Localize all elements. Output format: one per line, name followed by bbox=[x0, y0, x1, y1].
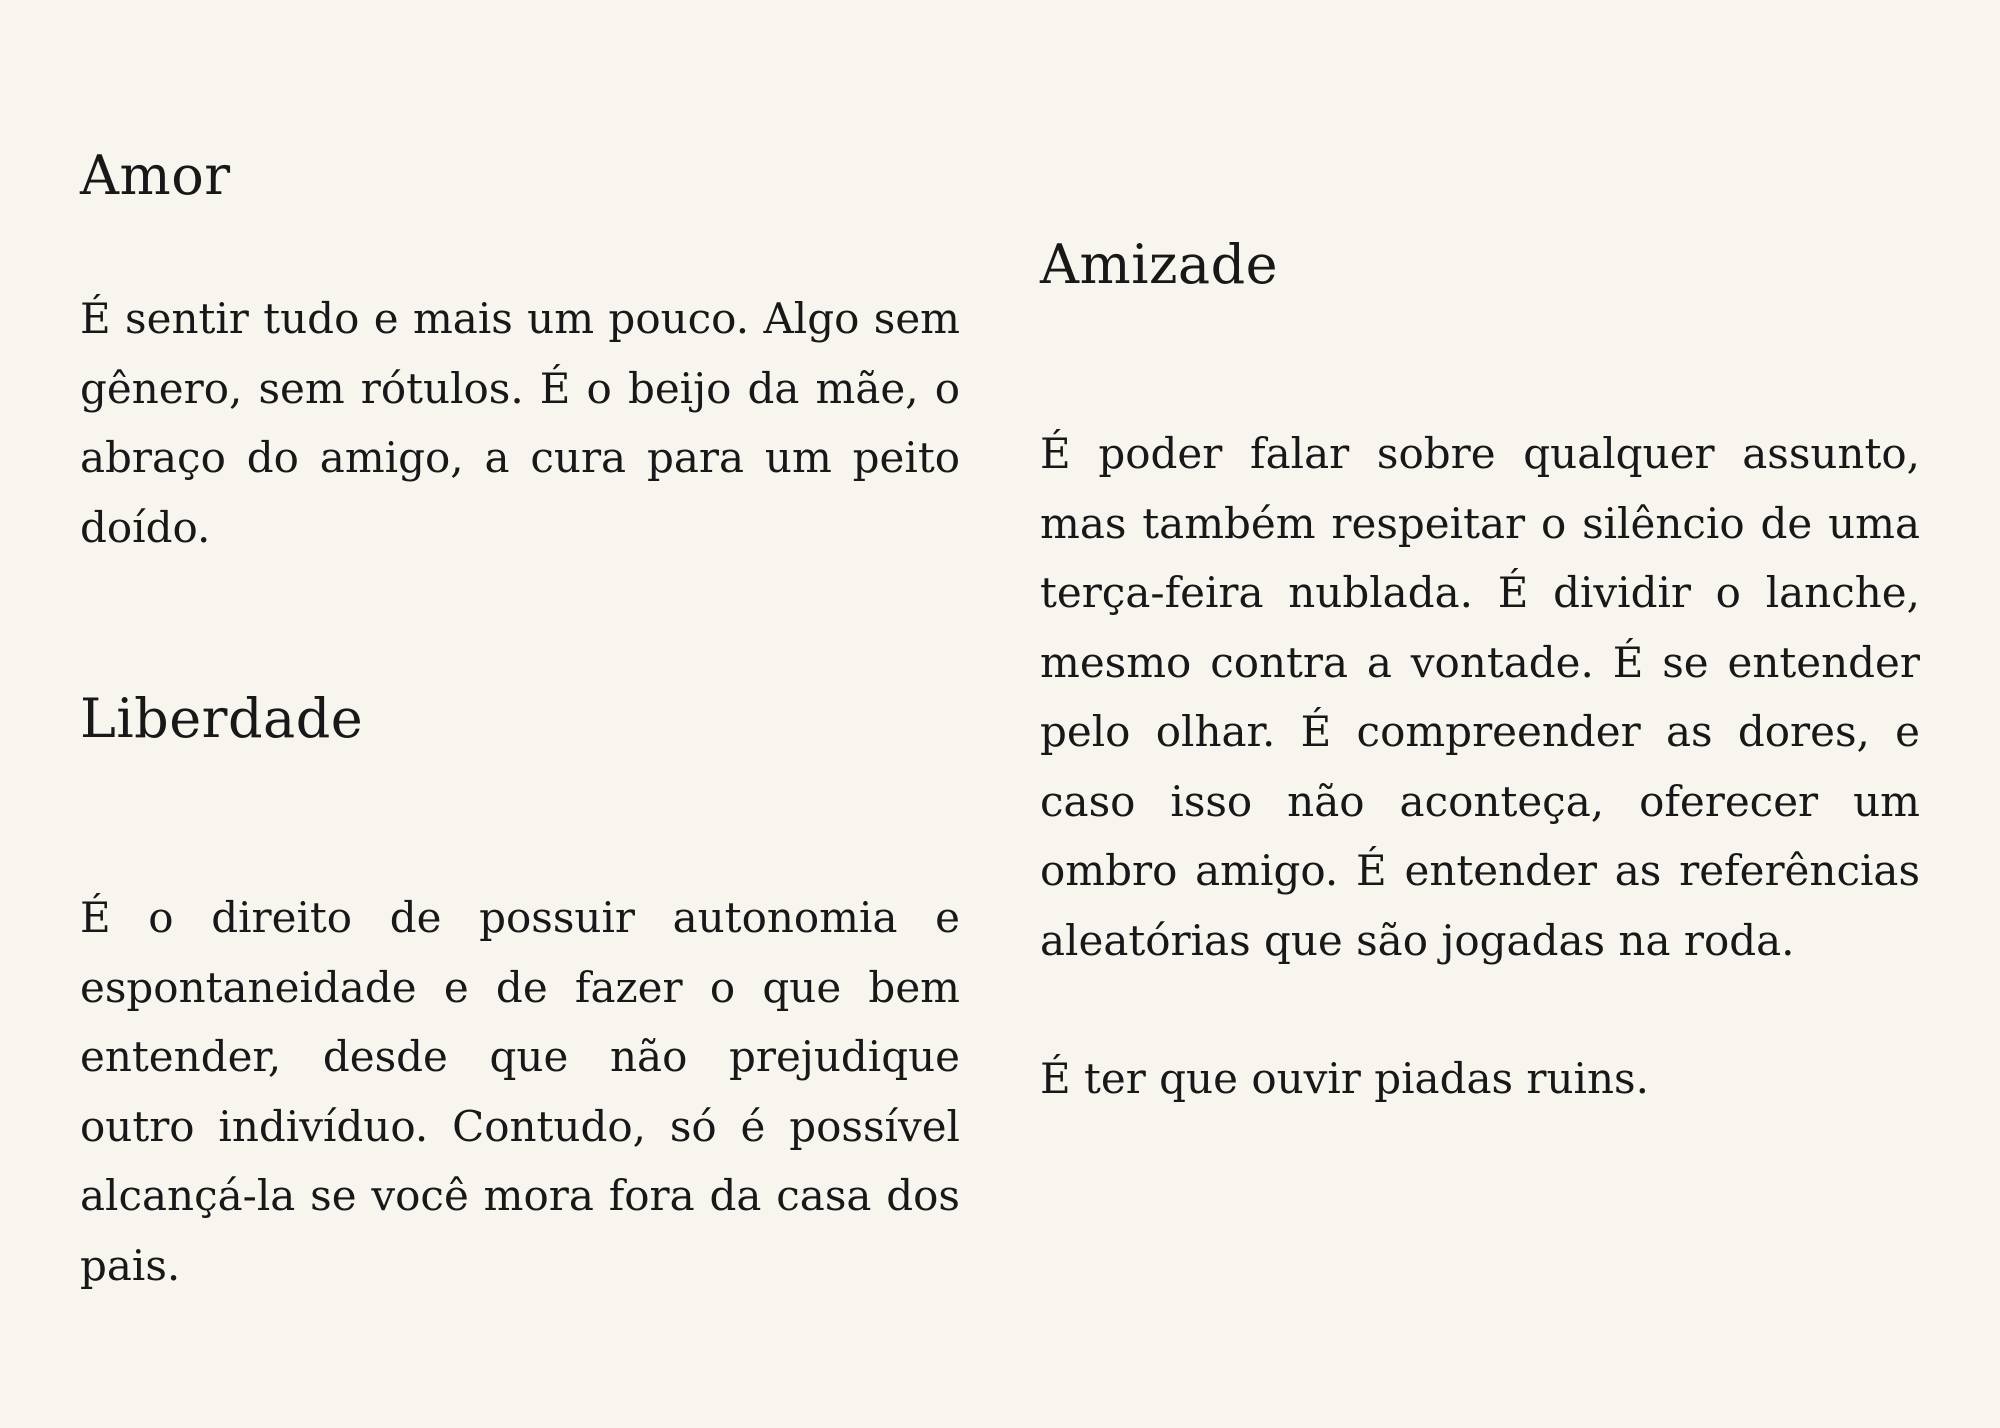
section-paragraph: É o direito de possuir autonomia e espontaneidade e de fazer o que bem entender, desde que não prejudique outro indivíduo. Contudo, só é possível alcançá-la se você mora fora da casa dos pais. bbox=[80, 893, 960, 1290]
section-paragraph: É ter que ouvir piadas ruins. bbox=[1040, 1054, 1649, 1103]
section-paragraph: É sentir tudo e mais um pouco. Algo sem gênero, sem rótulos. É o beijo da mãe, o abraço do amigo, a cura para um peito doído. bbox=[80, 294, 960, 552]
section-title: Liberdade bbox=[80, 687, 364, 750]
section-amizade bbox=[1040, 233, 1920, 1114]
section-title: Amizade bbox=[1040, 233, 1279, 296]
section-liberdade bbox=[80, 687, 960, 1300]
section-paragraph: É poder falar sobre qualquer assunto, mas também respeitar o silêncio de uma terça-feira nublada. É dividir o lanche, mesmo contra a vontade. É se entender pelo olhar. É compreender as dores, e caso isso não aconteça, oferecer um ombro amigo. É entender as referências aleatórias que são jogadas na roda. bbox=[1040, 429, 1920, 965]
section-title: Amor bbox=[80, 144, 231, 207]
section-amor bbox=[80, 144, 960, 562]
